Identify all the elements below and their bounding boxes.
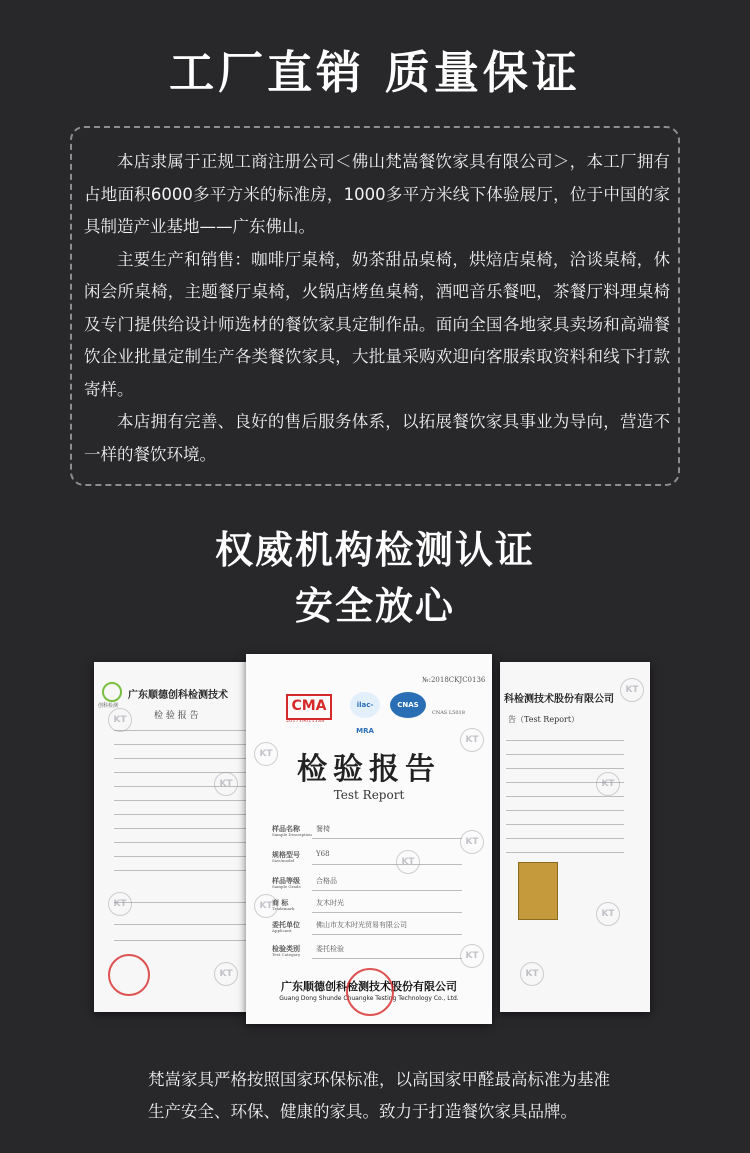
main-heading: 工厂直销 质量保证 xyxy=(169,46,581,99)
issuer-name-cn: 广东顺德创科检测技术股份有限公司 xyxy=(281,980,457,993)
right-issuer-title: 科检测技术股份有限公司 xyxy=(504,694,614,705)
report-title-cn: 检验报告 xyxy=(297,752,441,787)
certification-heading-line-1: 权威机构检测认证 xyxy=(214,528,535,572)
right-report-subtitle: 告（Test Report） xyxy=(508,715,580,724)
report-title-en: Test Report xyxy=(333,788,405,802)
intro-paragraph-2: 主要生产和销售：咖啡厅桌椅，奶茶甜品桌椅，烘焙店桌椅，洽谈桌椅，休闲会所桌椅，主题餐厅桌椅，火锅店烤鱼桌椅，酒吧音乐餐吧，茶餐厅料理桌椅及专门提供给设计师选材的餐饮家具定制作品。面向全国各地家具卖场和高端餐饮企业批量定制生产各类餐饮家具，大批量采购欢迎向客服索取资料和线下打款寄样。 xyxy=(84,249,670,399)
cma-logo: CMA xyxy=(286,694,332,720)
kt-watermark-icon: KT xyxy=(596,772,620,796)
kt-watermark-icon: KT xyxy=(108,708,132,732)
footer-statement xyxy=(148,1064,668,1128)
kt-watermark-icon: KT xyxy=(396,850,420,874)
sample-chair-photo xyxy=(518,862,558,920)
cnas-logo: CNAS xyxy=(390,692,426,718)
footer-line-2: 生产安全、环保、健康的家具。致力于打造餐饮家具品牌。 xyxy=(148,1102,577,1121)
report-number: №:2018CKJC0136 xyxy=(422,676,486,684)
issuer-name-en: Guang Dong Shunde Chuangke Testing Technology Co., Ltd. xyxy=(279,995,459,1002)
company-intro xyxy=(84,146,670,471)
cnas-note: CNAS L5018 xyxy=(432,710,465,716)
kt-watermark-icon: KT xyxy=(108,892,132,916)
cma-number: 2017190111S8 xyxy=(286,718,325,724)
kt-watermark-icon: KT xyxy=(460,830,484,854)
kt-watermark-icon: KT xyxy=(254,742,278,766)
report-page-center: №:2018CKJC0136 CMA 2017190111S8 ilac-MRA CNAS CNAS L5018 检验报告 Test Report 样品名称 Sample Description 餐椅 规格型号 Size/model Y68 样品等级 Sample Grade 合格品 商 标 Trademark 友木时光 委托单位 Applicant 佛山市友木时光贸易有限公司 检验类别 Test Category 委托检验 广东顺德创科检测技术股份有限公司 Guang Dong Shunde Chuangke Testing Technology Co., Ltd. KT KT KT KT KT KT xyxy=(246,654,492,1024)
left-logo-text: 创科检测 xyxy=(98,703,119,709)
intro-paragraph-3: 本店拥有完善、良好的售后服务体系，以拓展餐饮家具事业为导向，营造不一样的餐饮环境。 xyxy=(84,412,670,464)
kt-watermark-icon: KT xyxy=(520,962,544,986)
report-page-right xyxy=(500,662,650,1012)
center-red-seal xyxy=(346,968,394,1016)
certification-heading-line-2: 安全放心 xyxy=(294,584,455,628)
certification-heading xyxy=(0,522,750,634)
kt-watermark-icon: KT xyxy=(214,772,238,796)
kt-watermark-icon: KT xyxy=(460,944,484,968)
left-red-seal xyxy=(108,954,150,996)
test-report-image xyxy=(90,650,650,1030)
creative-testing-logo-icon xyxy=(102,682,122,702)
kt-watermark-icon: KT xyxy=(254,894,278,918)
kt-watermark-icon: KT xyxy=(620,678,644,702)
report-page-left xyxy=(94,662,254,1012)
footer-line-1: 梵嵩家具严格按照国家环保标准，以高国家甲醛最高标准为基准 xyxy=(148,1070,610,1089)
ilac-mra-logo: ilac-MRA xyxy=(350,692,380,718)
kt-watermark-icon: KT xyxy=(460,728,484,752)
kt-watermark-icon: KT xyxy=(596,902,620,926)
kt-watermark-icon: KT xyxy=(214,962,238,986)
left-issuer-title: 广东顺德创科检测技术 xyxy=(128,690,228,701)
intro-paragraph-1: 本店隶属于正规工商注册公司＜佛山梵嵩餐饮家具有限公司＞，本工厂拥有占地面积6000多平方米的标准房，1000多平方米线下体验展厅，位于中国的家具制造产业基地——广东佛山。 xyxy=(84,152,670,236)
left-report-subtitle: 检 验 报 告 xyxy=(154,711,199,721)
